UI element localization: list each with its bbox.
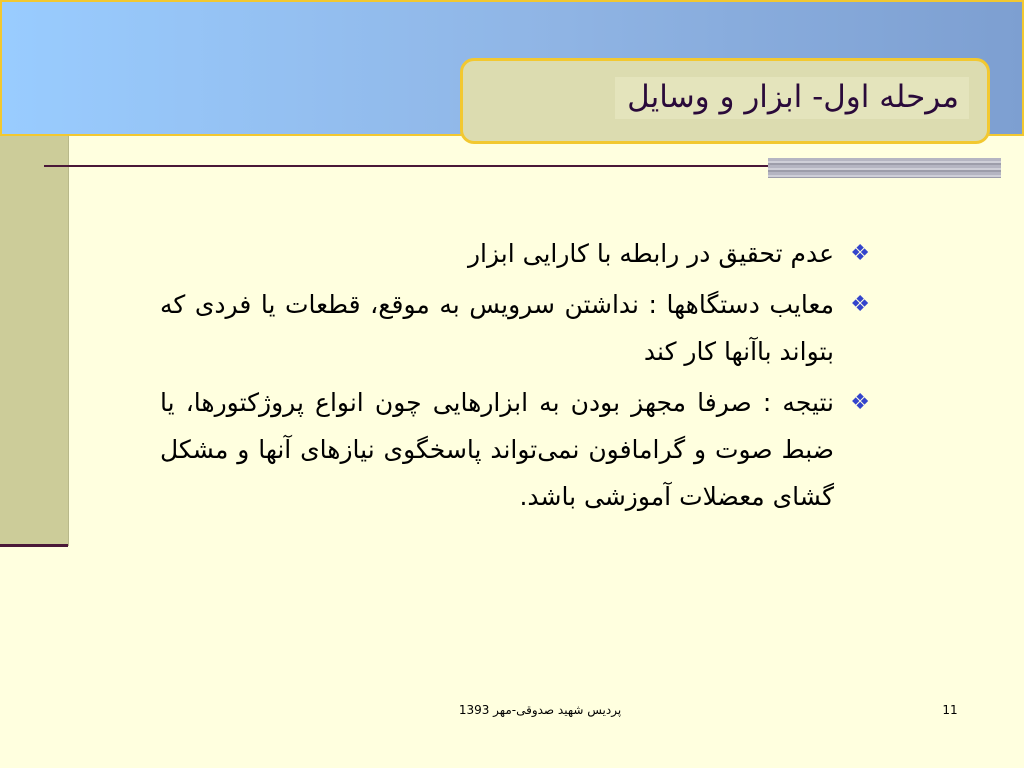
left-bar-divider <box>0 544 68 547</box>
left-decorative-bar <box>0 136 69 546</box>
bullet-text: نتیجه : صرفا مجهز بودن به ابزارهایی چون انواع پروژکتورها، یا ضبط صوت و گرامافون نمی‌تواند پاسخگوی نیازهای آنها و مشکل گشای معضلات آموزشی باشد. <box>160 388 834 511</box>
slide-content <box>160 230 872 524</box>
header-gray-stripe <box>768 158 1001 178</box>
slide-footer: پردیس شهید صدوقی-مهر 1393 <box>458 703 622 717</box>
bullet-text: عدم تحقیق در رابطه با کارایی ابزار <box>467 239 834 268</box>
diamond-bullet-icon: ❖ <box>850 292 870 317</box>
bullet-item <box>160 281 872 375</box>
bullet-text: معایب دستگاهها : نداشتن سرویس به موقع، قطعات یا فردی که بتواند باآنها کار کند <box>160 290 834 366</box>
bullet-item <box>160 230 872 277</box>
bullet-item <box>160 379 872 520</box>
slide-title: مرحله اول- ابزار و وسایل <box>615 77 969 119</box>
header-divider-line <box>44 165 774 167</box>
diamond-bullet-icon: ❖ <box>850 241 870 266</box>
diamond-bullet-icon: ❖ <box>850 390 870 415</box>
page-number: 11 <box>942 703 958 717</box>
title-box <box>460 58 990 144</box>
